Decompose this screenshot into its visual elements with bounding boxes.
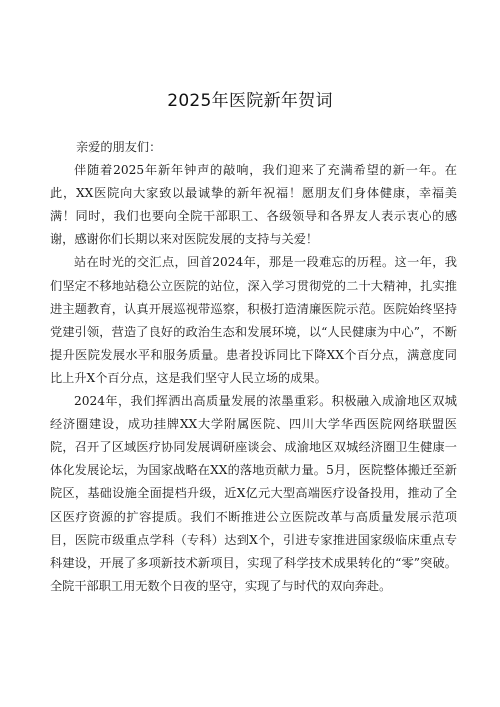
paragraph-3: 2024年，我们挥洒出高质量发展的浓墨重彩。积极融入成渝地区双城经济圈建设，成功挂牌XX大学附属医院、四川大学华西医院网络联盟医院，召开了区域医疗协同发展调研座谈会、成渝地区双城经济圈卫生健康一体化发展论坛，为国家战略在XX的落地贡献力量。5月，医院整体搬迁至新院区，基础设施全面提档升级，近X亿元大型高端医疗设备投用，推动了全区医疗资源的扩容提质。我们不断推进公立医院改革与高质量发展示范项目，医院市级重点学科（专科）达到X个，引进专家推进国家级临床重点专科建设，开展了多项新技术新项目，实现了科学技术成果转化的“零”突破。全院干部职工用无数个日夜的坚守，实现了与时代的双向奔赴。 <box>50 394 457 593</box>
document-title: 2025年医院新年贺词 <box>167 91 333 111</box>
greeting-line: 亲爱的朋友们： <box>76 140 162 154</box>
document-body <box>50 136 457 598</box>
paragraph-1: 伴随着2025年新年钟声的敲响，我们迎来了充满希望的新一年。在此，XX医院向大家致以最诚挚的新年祝福！愿朋友们身体健康，幸福美满！同时，我们也要向全院干部职工、各级领导和各界友人表示衷心的感谢，感谢你们长期以来对医院发展的支持与关爱！ <box>50 163 457 247</box>
paragraph-2: 站在时光的交汇点，回首2024年，那是一段难忘的历程。这一年，我们坚定不移地站稳公立医院的站位，深入学习贯彻党的二十大精神，扎实推进主题教育，认真开展巡视带巡察，积极打造清廉医院示范。医院始终坚持党建引领，营造了良好的政治生态和发展环境，以“人民健康为中心”，不断提升医院发展水平和服务质量。患者投诉同比下降XX个百分点，满意度同比上升X个百分点，这是我们坚守人民立场的成果。 <box>50 255 457 385</box>
